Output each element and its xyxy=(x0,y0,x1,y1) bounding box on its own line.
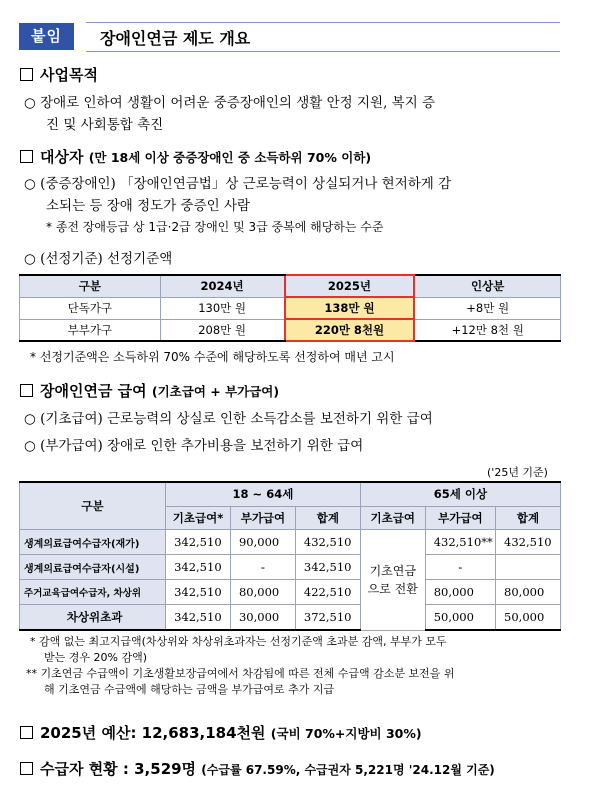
table-header-cell: 합계 xyxy=(496,506,561,530)
table-cell: 342,510 xyxy=(166,580,231,605)
table-header-cell: 구분 xyxy=(20,482,166,530)
table-cell: 80,000 xyxy=(230,580,295,605)
section-budget-heading: 2025년 예산: 12,683,184천원 (국비 70%+지방비 30%) xyxy=(20,722,422,743)
attachment-badge: 붙임 xyxy=(19,23,74,50)
section-benefit-heading: 장애인연금 급여 (기초급여 + 부가급여) xyxy=(20,380,279,401)
checkbox-square-icon xyxy=(20,726,33,739)
section-purpose-heading: 사업목적 xyxy=(20,64,98,85)
selection-table xyxy=(19,274,561,342)
table-cell: 342,510 xyxy=(166,555,231,580)
target-line-1: ○ (중증장애인) 「장애인연금법」상 근로능력이 상실되거나 현저하게 감 xyxy=(24,176,452,192)
table-cell: 130만 원 xyxy=(160,297,284,319)
table-cell: 342,510 xyxy=(166,605,231,631)
table-cell: 90,000 xyxy=(230,530,295,555)
table-cell: 208만 원 xyxy=(160,319,284,341)
checkbox-square-icon xyxy=(20,68,33,81)
table-cell: 단독가구 xyxy=(20,297,161,319)
table-cell: +8만 원 xyxy=(414,297,560,319)
row-label: 생계의료급여수급자(시설) xyxy=(20,555,166,580)
table-row xyxy=(20,580,561,605)
table-cell: 372,510 xyxy=(295,605,360,631)
table-cell: 342,510 xyxy=(166,530,231,555)
table-header-row xyxy=(20,482,561,506)
table-cell-highlight: 220만 8천원 xyxy=(285,319,415,341)
table-cell: 342,510 xyxy=(295,555,360,580)
table-cell: 50,000 xyxy=(496,605,561,631)
table-cell-highlight: 138만 원 xyxy=(285,297,415,319)
benefit-note-1a: * 감액 없는 최고지급액(차상위와 차상위초과자는 선정기준액 초과분 감액, 부부가 모두 xyxy=(30,635,447,648)
selection-table-note: * 선정기준액은 소득하위 70% 수준에 해당하도록 선정하여 매년 고시 xyxy=(30,350,395,364)
table-cell: 부부가구 xyxy=(20,319,161,341)
title-bar xyxy=(86,22,560,52)
table-header-cell: 2025년 xyxy=(285,275,415,297)
table-header-cell: 합계 xyxy=(295,506,360,530)
benefit-table xyxy=(19,481,561,631)
row-label: 차상위초과 xyxy=(20,605,166,631)
table-cell: 80,000 xyxy=(496,580,561,605)
table-row xyxy=(20,297,561,319)
table-header-cell: 부가급여 xyxy=(425,506,495,530)
benefit-note-2b: 해 기초연금 수급액에 해당하는 금액을 부가급여로 추가 지급 xyxy=(44,683,335,696)
section-target-heading: 대상자 (만 18세 이상 중증장애인 중 소득하위 70% 이하) xyxy=(20,146,371,167)
table-row xyxy=(20,555,561,580)
selection-criteria-line: ○ (선정기준) 선정기준액 xyxy=(24,251,173,267)
table-cell: 432,510** xyxy=(425,530,495,555)
table-cell: +12만 8천 원 xyxy=(414,319,560,341)
table-header-row xyxy=(20,275,561,297)
benefit-note-1b: 받는 경우 20% 감액) xyxy=(44,651,147,664)
additional-benefit-line: ○ (부가급여) 장애로 인한 추가비용을 보전하기 위한 급여 xyxy=(24,438,364,454)
section-recipients-heading: 수급자 현황 : 3,529명 (수급률 67.59%, 수급권자 5,221명 '24.12월 기준) xyxy=(20,758,495,779)
table-cell: 50,000 xyxy=(425,605,495,631)
table-header-cell: 부가급여 xyxy=(230,506,295,530)
table-cell: 80,000 xyxy=(425,580,495,605)
table-row xyxy=(20,530,561,555)
table-cell: - xyxy=(425,555,495,580)
table-header-cell: 기초급여* xyxy=(166,506,231,530)
table-cell: 30,000 xyxy=(230,605,295,631)
basis-label: ('25년 기준) xyxy=(487,466,548,479)
purpose-line-2: 진 및 사회통합 촉진 xyxy=(46,117,164,133)
basic-benefit-line: ○ (기초급여) 근로능력의 상실로 인한 소득감소를 보전하기 위한 급여 xyxy=(24,411,433,427)
table-header-cell: 구분 xyxy=(20,275,161,297)
table-header-cell: 기초급여 xyxy=(360,506,425,530)
table-header-cell: 18 ~ 64세 xyxy=(166,482,361,506)
table-cell xyxy=(496,555,561,580)
row-label: 주거교육급여수급자, 차상위 xyxy=(20,580,166,605)
table-row xyxy=(20,319,561,341)
table-cell: 432,510 xyxy=(496,530,561,555)
table-row xyxy=(20,605,561,631)
checkbox-square-icon xyxy=(20,384,33,397)
table-header-cell: 2024년 xyxy=(160,275,284,297)
benefit-note-2a: ** 기초연금 수급액이 기초생활보장급여에서 차감됨에 따른 전체 수급액 감소분 보전을 위 xyxy=(26,667,455,680)
table-header-cell: 인상분 xyxy=(414,275,560,297)
table-cell: 422,510 xyxy=(295,580,360,605)
table-cell: - xyxy=(230,555,295,580)
target-note: * 종전 장애등급 상 1급·2급 장애인 및 3급 중복에 해당하는 수준 xyxy=(46,220,384,234)
row-label: 생계의료급여수급자(재가) xyxy=(20,530,166,555)
table-cell: 432,510 xyxy=(295,530,360,555)
merged-cell-basic-pension: 기초연금으로 전환 xyxy=(360,530,425,631)
table-header-cell: 65세 이상 xyxy=(360,482,560,506)
page-title: 장애인연금 제도 개요 xyxy=(100,29,251,48)
target-line-2: 소되는 등 장애 정도가 중증인 사람 xyxy=(46,198,251,214)
checkbox-square-icon xyxy=(20,150,33,163)
purpose-line-1: ○ 장애로 인하여 생활이 어려운 중증장애인의 생활 안정 지원, 복지 증 xyxy=(24,95,436,111)
checkbox-square-icon xyxy=(20,762,33,775)
